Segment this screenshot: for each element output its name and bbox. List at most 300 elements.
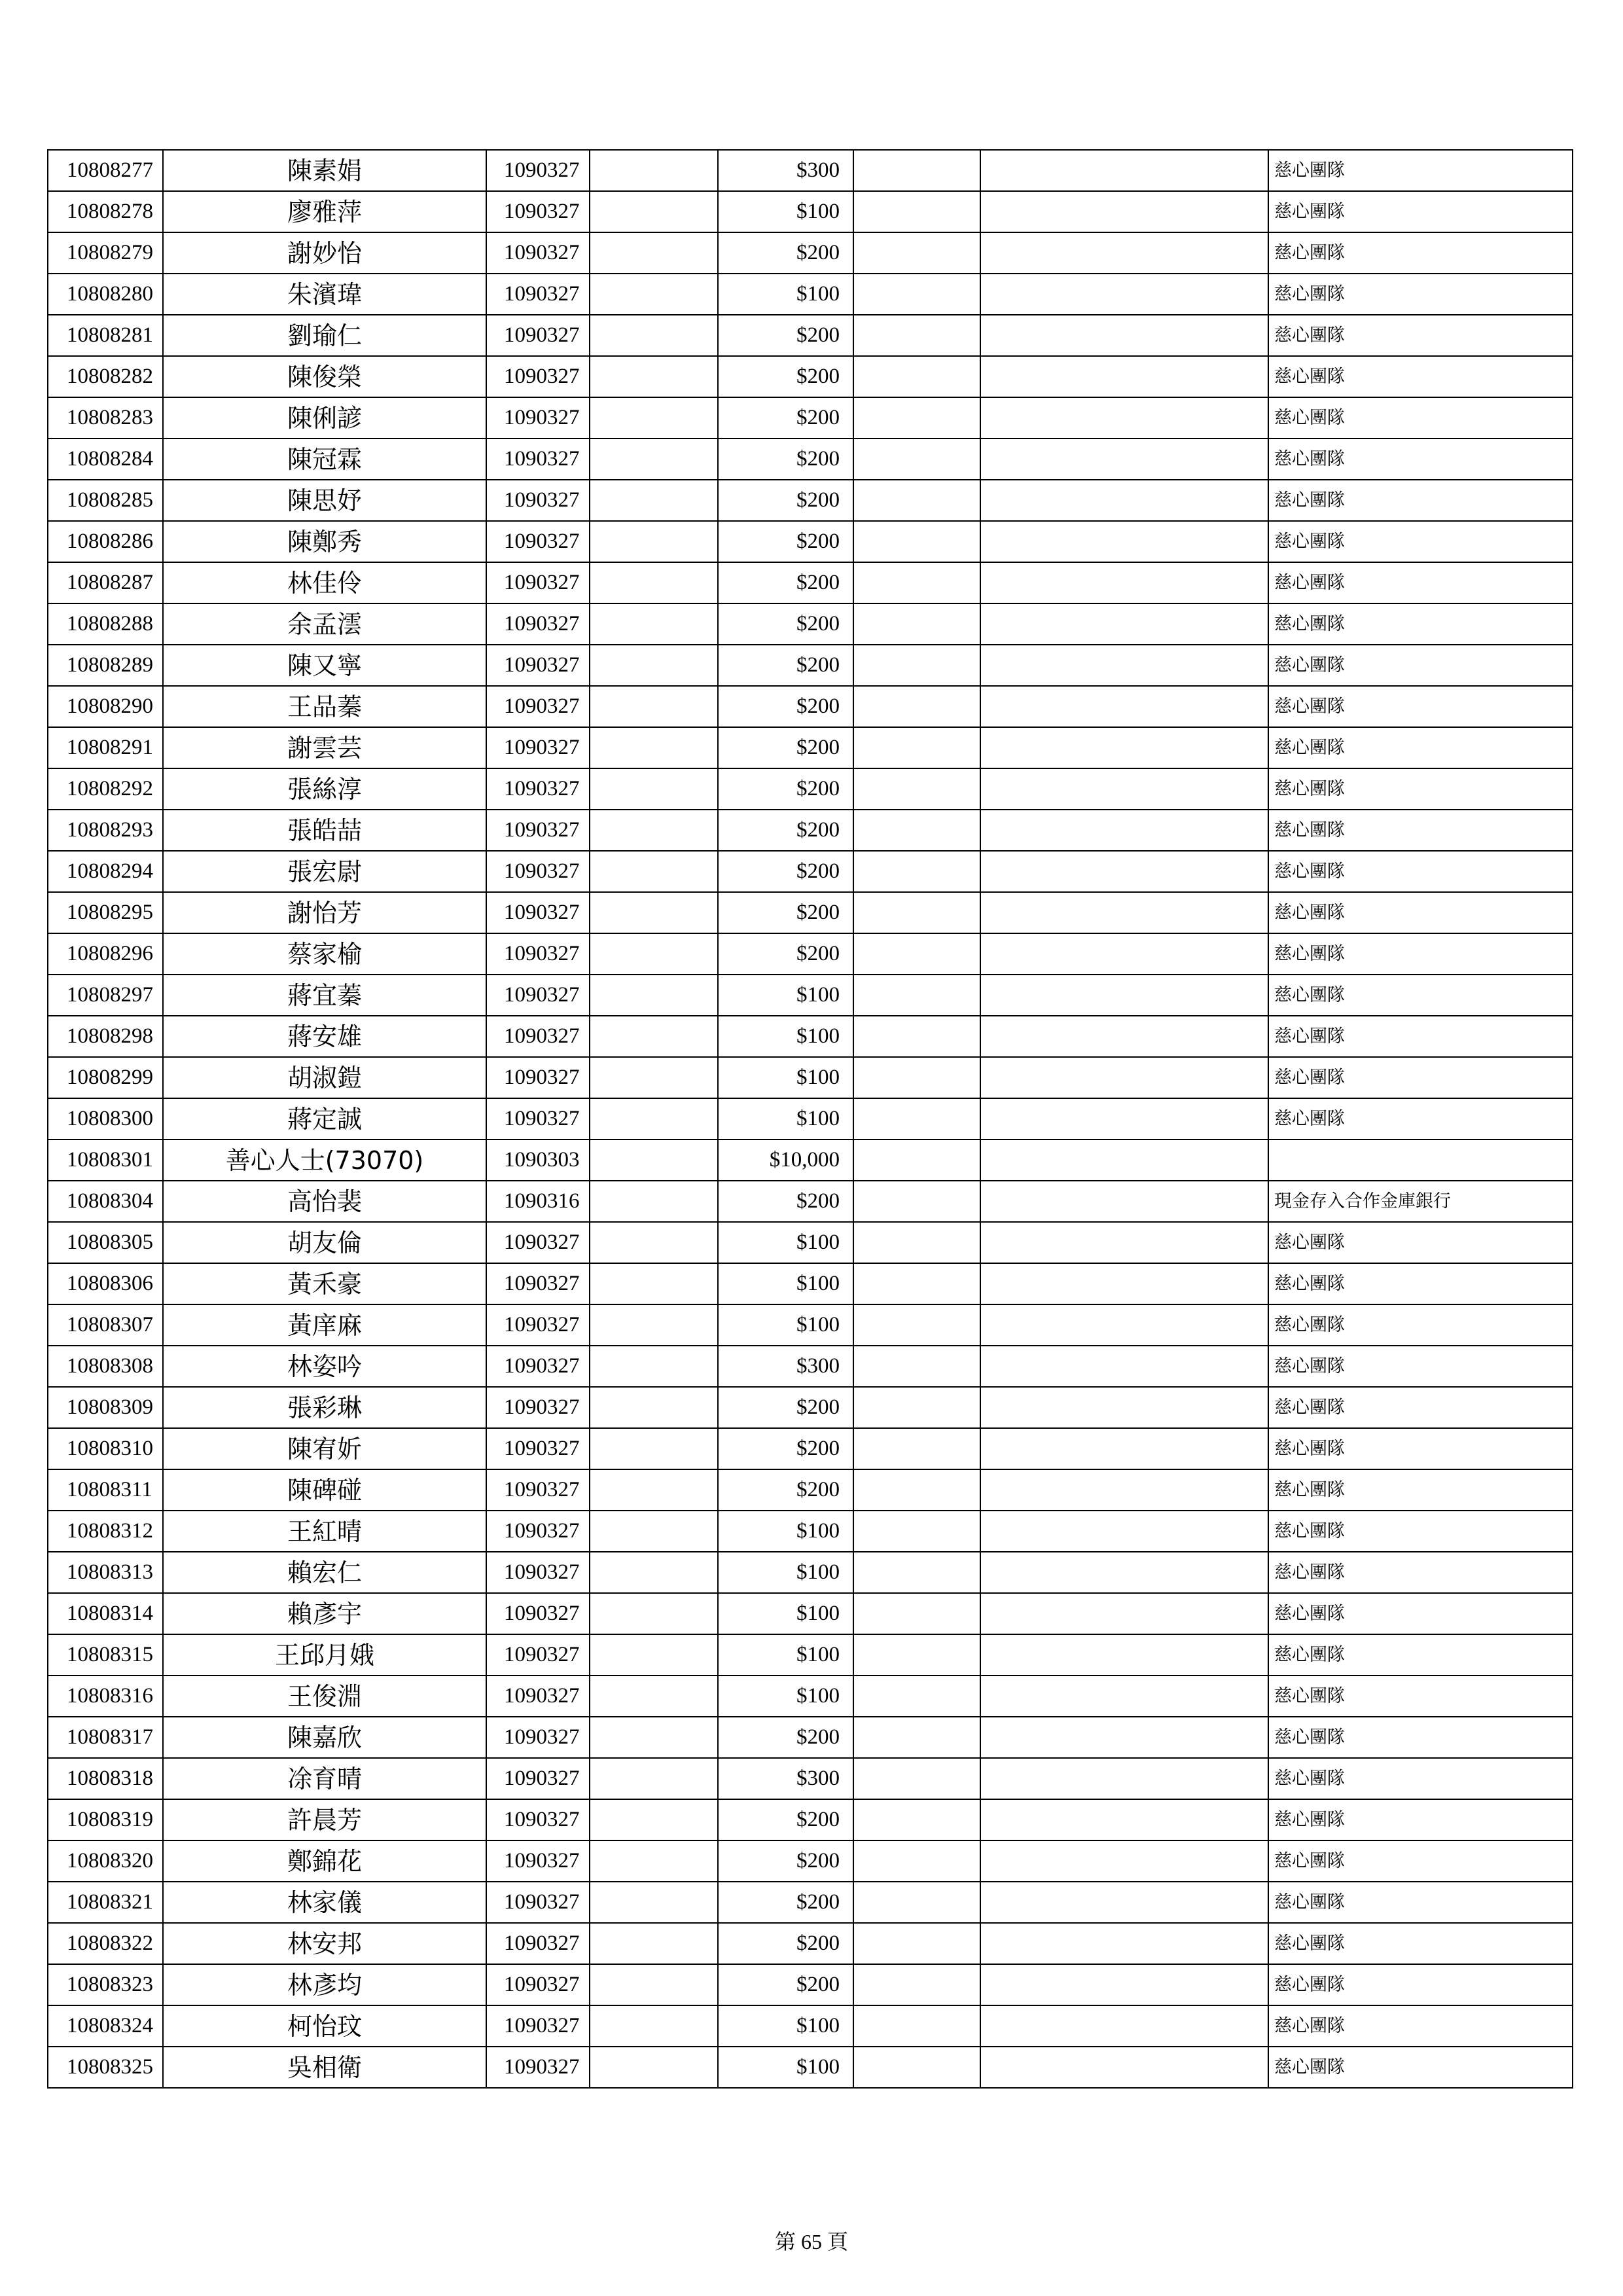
empty-cell [853, 1469, 980, 1511]
donor-name-cell: 黃庠麻 [163, 1304, 486, 1346]
amount-cell: $200 [718, 810, 853, 851]
donation-date-cell: 1090327 [486, 2047, 590, 2088]
empty-cell [590, 397, 718, 439]
empty-cell [853, 150, 980, 191]
table-row [48, 645, 1573, 686]
receipt-number-cell: 10808294 [48, 851, 163, 892]
donor-name-cell: 林彥均 [163, 1964, 486, 2005]
receipt-number-cell: 10808299 [48, 1057, 163, 1098]
donor-name-cell: 陳冠霖 [163, 439, 486, 480]
table-row [48, 2047, 1573, 2088]
empty-cell [590, 1263, 718, 1304]
table-row [48, 810, 1573, 851]
receipt-number-cell: 10808289 [48, 645, 163, 686]
empty-cell [853, 1098, 980, 1139]
receipt-number-cell: 10808314 [48, 1593, 163, 1634]
empty-cell [853, 768, 980, 810]
table-row [48, 1676, 1573, 1717]
donor-name-cell: 陳又寧 [163, 645, 486, 686]
amount-cell: $300 [718, 1346, 853, 1387]
amount-cell: $100 [718, 1511, 853, 1552]
amount-cell: $200 [718, 1799, 853, 1840]
amount-cell: $100 [718, 1098, 853, 1139]
receipt-number-cell: 10808298 [48, 1016, 163, 1057]
amount-cell: $100 [718, 1304, 853, 1346]
note-cell: 慈心團隊 [1268, 810, 1573, 851]
receipt-number-cell: 10808318 [48, 1758, 163, 1799]
receipt-number-cell: 10808277 [48, 150, 163, 191]
receipt-number-cell: 10808323 [48, 1964, 163, 2005]
note-cell: 慈心團隊 [1268, 1552, 1573, 1593]
amount-cell: $200 [718, 851, 853, 892]
empty-cell [980, 1923, 1268, 1964]
empty-cell [853, 727, 980, 768]
empty-cell [590, 1387, 718, 1428]
donor-name-cell: 陳鄭秀 [163, 521, 486, 562]
amount-cell: $200 [718, 1387, 853, 1428]
amount-cell: $200 [718, 315, 853, 356]
empty-cell [980, 1676, 1268, 1717]
donation-date-cell: 1090316 [486, 1181, 590, 1222]
empty-cell [590, 562, 718, 603]
empty-cell [590, 892, 718, 933]
note-cell: 慈心團隊 [1268, 439, 1573, 480]
donation-date-cell: 1090327 [486, 2005, 590, 2047]
empty-cell [853, 1593, 980, 1634]
receipt-number-cell: 10808304 [48, 1181, 163, 1222]
donation-date-cell: 1090327 [486, 1882, 590, 1923]
amount-cell: $100 [718, 191, 853, 232]
amount-cell: $100 [718, 1552, 853, 1593]
amount-cell: $100 [718, 274, 853, 315]
note-cell: 慈心團隊 [1268, 1923, 1573, 1964]
empty-cell [853, 892, 980, 933]
empty-cell [980, 768, 1268, 810]
table-row [48, 1263, 1573, 1304]
donor-name-cell: 林安邦 [163, 1923, 486, 1964]
donor-name-cell: 陳碑碰 [163, 1469, 486, 1511]
empty-cell [590, 645, 718, 686]
amount-cell: $200 [718, 521, 853, 562]
empty-cell [980, 1057, 1268, 1098]
note-cell: 慈心團隊 [1268, 1387, 1573, 1428]
amount-cell: $200 [718, 356, 853, 397]
donor-name-cell: 林佳伶 [163, 562, 486, 603]
empty-cell [980, 1387, 1268, 1428]
empty-cell [853, 1263, 980, 1304]
donation-date-cell: 1090303 [486, 1139, 590, 1181]
note-cell: 慈心團隊 [1268, 1593, 1573, 1634]
amount-cell: $200 [718, 727, 853, 768]
empty-cell [980, 1016, 1268, 1057]
table-row [48, 975, 1573, 1016]
table-row [48, 1923, 1573, 1964]
table-row [48, 1552, 1573, 1593]
empty-cell [853, 1634, 980, 1676]
note-cell: 慈心團隊 [1268, 1964, 1573, 2005]
donor-name-cell: 黃禾豪 [163, 1263, 486, 1304]
donation-date-cell: 1090327 [486, 1469, 590, 1511]
amount-cell: $200 [718, 397, 853, 439]
empty-cell [590, 480, 718, 521]
amount-cell: $200 [718, 603, 853, 645]
amount-cell: $200 [718, 1923, 853, 1964]
table-row [48, 851, 1573, 892]
donation-date-cell: 1090327 [486, 1346, 590, 1387]
empty-cell [590, 727, 718, 768]
empty-cell [590, 2047, 718, 2088]
empty-cell [590, 1098, 718, 1139]
note-cell: 現金存入合作金庫銀行 [1268, 1181, 1573, 1222]
donation-date-cell: 1090327 [486, 727, 590, 768]
table-row [48, 1634, 1573, 1676]
donor-name-cell: 朱濱瑋 [163, 274, 486, 315]
table-row [48, 1428, 1573, 1469]
empty-cell [980, 191, 1268, 232]
empty-cell [590, 1676, 718, 1717]
table-row [48, 439, 1573, 480]
note-cell: 慈心團隊 [1268, 315, 1573, 356]
donor-name-cell: 張絲淳 [163, 768, 486, 810]
amount-cell: $100 [718, 2005, 853, 2047]
receipt-number-cell: 10808292 [48, 768, 163, 810]
donation-date-cell: 1090327 [486, 1057, 590, 1098]
table-row [48, 1593, 1573, 1634]
receipt-number-cell: 10808324 [48, 2005, 163, 2047]
donation-date-cell: 1090327 [486, 1676, 590, 1717]
amount-cell: $10,000 [718, 1139, 853, 1181]
table-body [48, 150, 1573, 2088]
donation-date-cell: 1090327 [486, 1593, 590, 1634]
empty-cell [853, 810, 980, 851]
note-cell: 慈心團隊 [1268, 686, 1573, 727]
donation-date-cell: 1090327 [486, 892, 590, 933]
note-cell: 慈心團隊 [1268, 1882, 1573, 1923]
amount-cell: $200 [718, 1964, 853, 2005]
amount-cell: $200 [718, 562, 853, 603]
amount-cell: $200 [718, 645, 853, 686]
empty-cell [980, 851, 1268, 892]
donation-date-cell: 1090327 [486, 975, 590, 1016]
empty-cell [980, 1511, 1268, 1552]
receipt-number-cell: 10808315 [48, 1634, 163, 1676]
note-cell: 慈心團隊 [1268, 150, 1573, 191]
note-cell: 慈心團隊 [1268, 1304, 1573, 1346]
empty-cell [853, 1676, 980, 1717]
donation-date-cell: 1090327 [486, 439, 590, 480]
donation-date-cell: 1090327 [486, 1758, 590, 1799]
receipt-number-cell: 10808286 [48, 521, 163, 562]
receipt-number-cell: 10808319 [48, 1799, 163, 1840]
empty-cell [853, 1222, 980, 1263]
empty-cell [980, 727, 1268, 768]
empty-cell [853, 1304, 980, 1346]
donor-name-cell: 王紅晴 [163, 1511, 486, 1552]
note-cell: 慈心團隊 [1268, 645, 1573, 686]
amount-cell: $200 [718, 1469, 853, 1511]
note-cell: 慈心團隊 [1268, 562, 1573, 603]
donor-name-cell: 王品蓁 [163, 686, 486, 727]
note-cell: 慈心團隊 [1268, 1469, 1573, 1511]
empty-cell [590, 1428, 718, 1469]
donor-name-cell: 林家儀 [163, 1882, 486, 1923]
donor-name-cell: 胡友倫 [163, 1222, 486, 1263]
receipt-number-cell: 10808285 [48, 480, 163, 521]
empty-cell [590, 1346, 718, 1387]
table-row [48, 892, 1573, 933]
donation-date-cell: 1090327 [486, 1511, 590, 1552]
empty-cell [853, 2005, 980, 2047]
donor-name-cell: 陳俊榮 [163, 356, 486, 397]
receipt-number-cell: 10808310 [48, 1428, 163, 1469]
donor-name-cell: 胡淑鎧 [163, 1057, 486, 1098]
receipt-number-cell: 10808290 [48, 686, 163, 727]
table-row [48, 1181, 1573, 1222]
note-cell: 慈心團隊 [1268, 1428, 1573, 1469]
note-cell: 慈心團隊 [1268, 1717, 1573, 1758]
donation-date-cell: 1090327 [486, 562, 590, 603]
donation-date-cell: 1090327 [486, 1263, 590, 1304]
donation-date-cell: 1090327 [486, 810, 590, 851]
empty-cell [980, 356, 1268, 397]
amount-cell: $100 [718, 1057, 853, 1098]
receipt-number-cell: 10808308 [48, 1346, 163, 1387]
donor-name-cell: 張宏尉 [163, 851, 486, 892]
table-row [48, 1882, 1573, 1923]
empty-cell [853, 1552, 980, 1593]
donation-date-cell: 1090327 [486, 603, 590, 645]
empty-cell [590, 1511, 718, 1552]
amount-cell: $200 [718, 232, 853, 274]
donation-date-cell: 1090327 [486, 274, 590, 315]
donor-name-cell: 凃育晴 [163, 1758, 486, 1799]
receipt-number-cell: 10808309 [48, 1387, 163, 1428]
receipt-number-cell: 10808322 [48, 1923, 163, 1964]
donor-name-cell: 王俊淵 [163, 1676, 486, 1717]
empty-cell [980, 1758, 1268, 1799]
donor-name-cell: 蔡家榆 [163, 933, 486, 975]
note-cell: 慈心團隊 [1268, 1676, 1573, 1717]
donor-name-cell: 吳相衛 [163, 2047, 486, 2088]
table-row [48, 1304, 1573, 1346]
empty-cell [853, 1428, 980, 1469]
table-row [48, 1346, 1573, 1387]
empty-cell [980, 1469, 1268, 1511]
table-row [48, 686, 1573, 727]
empty-cell [980, 1799, 1268, 1840]
empty-cell [853, 521, 980, 562]
empty-cell [853, 1387, 980, 1428]
empty-cell [590, 1923, 718, 1964]
table-row [48, 1098, 1573, 1139]
empty-cell [853, 1758, 980, 1799]
empty-cell [853, 645, 980, 686]
receipt-number-cell: 10808279 [48, 232, 163, 274]
empty-cell [853, 1923, 980, 1964]
receipt-number-cell: 10808288 [48, 603, 163, 645]
table-row [48, 1964, 1573, 2005]
empty-cell [590, 933, 718, 975]
table-row [48, 1469, 1573, 1511]
donor-name-cell: 劉瑜仁 [163, 315, 486, 356]
empty-cell [980, 150, 1268, 191]
donor-name-cell: 余孟澐 [163, 603, 486, 645]
donor-name-cell: 謝妙怡 [163, 232, 486, 274]
note-cell: 慈心團隊 [1268, 1098, 1573, 1139]
empty-cell [853, 274, 980, 315]
empty-cell [980, 933, 1268, 975]
donor-name-cell: 陳俐諺 [163, 397, 486, 439]
empty-cell [853, 1964, 980, 2005]
empty-cell [853, 603, 980, 645]
donor-name-cell: 賴彥宇 [163, 1593, 486, 1634]
empty-cell [853, 232, 980, 274]
receipt-number-cell: 10808313 [48, 1552, 163, 1593]
receipt-number-cell: 10808307 [48, 1304, 163, 1346]
empty-cell [853, 1882, 980, 1923]
table-row [48, 1758, 1573, 1799]
empty-cell [980, 397, 1268, 439]
donor-name-cell: 陳思妤 [163, 480, 486, 521]
amount-cell: $100 [718, 1593, 853, 1634]
donation-date-cell: 1090327 [486, 768, 590, 810]
donation-date-cell: 1090327 [486, 1304, 590, 1346]
donor-name-cell: 林姿吟 [163, 1346, 486, 1387]
donation-date-cell: 1090327 [486, 1387, 590, 1428]
empty-cell [980, 562, 1268, 603]
receipt-number-cell: 10808283 [48, 397, 163, 439]
table-row [48, 1016, 1573, 1057]
empty-cell [980, 686, 1268, 727]
note-cell: 慈心團隊 [1268, 1511, 1573, 1552]
empty-cell [590, 810, 718, 851]
amount-cell: $200 [718, 439, 853, 480]
amount-cell: $200 [718, 1882, 853, 1923]
empty-cell [590, 768, 718, 810]
empty-cell [980, 1139, 1268, 1181]
note-cell: 慈心團隊 [1268, 727, 1573, 768]
empty-cell [980, 1181, 1268, 1222]
table-row [48, 315, 1573, 356]
note-cell [1268, 1139, 1573, 1181]
table-row [48, 480, 1573, 521]
amount-cell: $300 [718, 150, 853, 191]
receipt-number-cell: 10808295 [48, 892, 163, 933]
empty-cell [590, 851, 718, 892]
table-row [48, 150, 1573, 191]
empty-cell [590, 232, 718, 274]
empty-cell [980, 232, 1268, 274]
amount-cell: $100 [718, 1222, 853, 1263]
empty-cell [853, 2047, 980, 2088]
donation-date-cell: 1090327 [486, 686, 590, 727]
empty-cell [853, 1016, 980, 1057]
note-cell: 慈心團隊 [1268, 933, 1573, 975]
table-row [48, 1799, 1573, 1840]
donor-name-cell: 廖雅萍 [163, 191, 486, 232]
empty-cell [590, 1717, 718, 1758]
donor-name-cell: 鄭錦花 [163, 1840, 486, 1882]
donor-name-cell: 張皓喆 [163, 810, 486, 851]
donor-name-cell: 許晨芳 [163, 1799, 486, 1840]
empty-cell [853, 851, 980, 892]
donor-name-cell: 蔣安雄 [163, 1016, 486, 1057]
note-cell: 慈心團隊 [1268, 975, 1573, 1016]
empty-cell [590, 356, 718, 397]
empty-cell [590, 1882, 718, 1923]
empty-cell [980, 315, 1268, 356]
table-row [48, 397, 1573, 439]
donation-date-cell: 1090327 [486, 191, 590, 232]
note-cell: 慈心團隊 [1268, 768, 1573, 810]
empty-cell [590, 1139, 718, 1181]
receipt-number-cell: 10808278 [48, 191, 163, 232]
table-row [48, 603, 1573, 645]
table-row [48, 1717, 1573, 1758]
empty-cell [590, 1840, 718, 1882]
note-cell: 慈心團隊 [1268, 232, 1573, 274]
donor-name-cell: 謝怡芳 [163, 892, 486, 933]
amount-cell: $200 [718, 1840, 853, 1882]
amount-cell: $200 [718, 480, 853, 521]
donation-date-cell: 1090327 [486, 1634, 590, 1676]
empty-cell [590, 1593, 718, 1634]
receipt-number-cell: 10808281 [48, 315, 163, 356]
empty-cell [590, 439, 718, 480]
note-cell: 慈心團隊 [1268, 1057, 1573, 1098]
empty-cell [980, 1717, 1268, 1758]
donation-date-cell: 1090327 [486, 1098, 590, 1139]
empty-cell [853, 191, 980, 232]
table-row [48, 727, 1573, 768]
amount-cell: $100 [718, 975, 853, 1016]
amount-cell: $200 [718, 1717, 853, 1758]
empty-cell [853, 975, 980, 1016]
empty-cell [590, 191, 718, 232]
amount-cell: $200 [718, 933, 853, 975]
empty-cell [590, 686, 718, 727]
amount-cell: $200 [718, 1428, 853, 1469]
table-row [48, 1387, 1573, 1428]
receipt-number-cell: 10808311 [48, 1469, 163, 1511]
donation-date-cell: 1090327 [486, 1222, 590, 1263]
empty-cell [590, 521, 718, 562]
table-row [48, 933, 1573, 975]
note-cell: 慈心團隊 [1268, 2005, 1573, 2047]
table-row [48, 1511, 1573, 1552]
empty-cell [980, 439, 1268, 480]
receipt-number-cell: 10808300 [48, 1098, 163, 1139]
donation-date-cell: 1090327 [486, 1799, 590, 1840]
note-cell: 慈心團隊 [1268, 521, 1573, 562]
note-cell: 慈心團隊 [1268, 397, 1573, 439]
amount-cell: $100 [718, 1676, 853, 1717]
empty-cell [980, 521, 1268, 562]
receipt-number-cell: 10808320 [48, 1840, 163, 1882]
note-cell: 慈心團隊 [1268, 480, 1573, 521]
receipt-number-cell: 10808321 [48, 1882, 163, 1923]
note-cell: 慈心團隊 [1268, 2047, 1573, 2088]
amount-cell: $300 [718, 1758, 853, 1799]
empty-cell [980, 1222, 1268, 1263]
empty-cell [853, 1511, 980, 1552]
empty-cell [980, 480, 1268, 521]
receipt-number-cell: 10808280 [48, 274, 163, 315]
table-row [48, 1139, 1573, 1181]
amount-cell: $100 [718, 1634, 853, 1676]
note-cell: 慈心團隊 [1268, 1634, 1573, 1676]
note-cell: 慈心團隊 [1268, 1799, 1573, 1840]
